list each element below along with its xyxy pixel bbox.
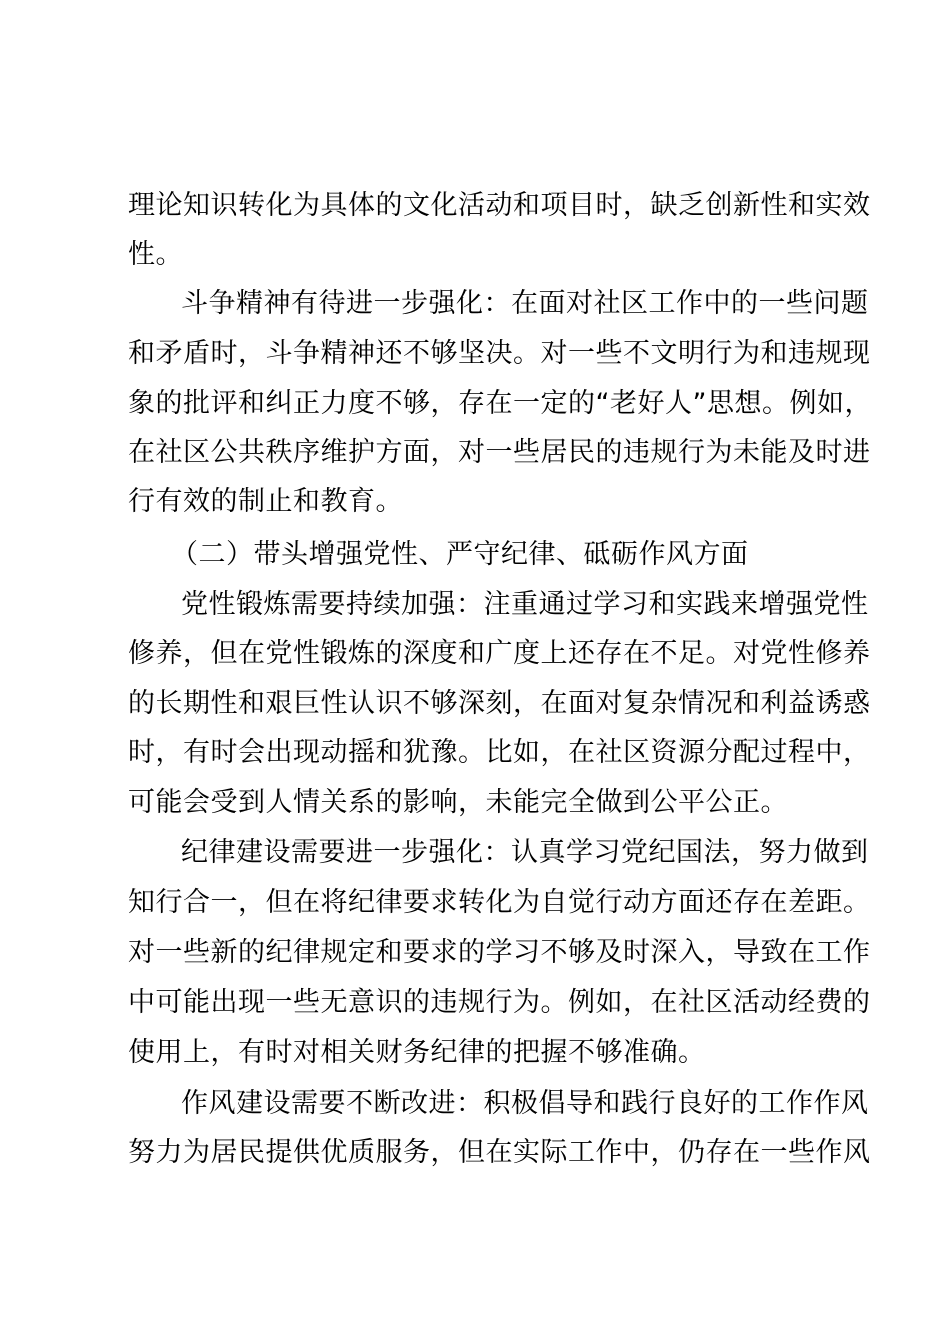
body-text-line: 知行合一，但在将纪律要求转化为自觉行动方面还存在差距。 (128, 887, 871, 918)
paragraph-lead-line: 斗争精神有待进一步强化：在面对社区工作中的一些问题 (181, 288, 869, 319)
body-text-line: 中可能出现一些无意识的违规行为。例如，在社区活动经费的 (128, 987, 871, 1018)
body-text-line: 使用上，有时对相关财务纪律的把握不够准确。 (128, 1037, 706, 1068)
body-text-line: 性。 (128, 239, 183, 270)
section-heading: （二）带头增强党性、严守纪律、砥砺作风方面 (171, 539, 749, 570)
body-text-line: 和矛盾时，斗争精神还不够坚决。对一些不文明行为和违规现 (128, 338, 871, 369)
body-text-line: 在社区公共秩序维护方面，对一些居民的违规行为未能及时进 (128, 437, 871, 468)
paragraph-lead-line: 纪律建设需要进一步强化：认真学习党纪国法，努力做到 (181, 837, 869, 868)
paragraph-lead-line: 党性锻炼需要持续加强：注重通过学习和实践来增强党性 (181, 589, 869, 620)
body-text-line: 的长期性和艰巨性认识不够深刻，在面对复杂情况和利益诱惑 (128, 688, 871, 719)
body-text-line: 象的批评和纠正力度不够，存在一定的“老好人”思想。例如， (128, 388, 872, 419)
body-text-line: 可能会受到人情关系的影响，未能完全做到公平公正。 (128, 787, 788, 818)
paragraph-lead-line: 作风建设需要不断改进：积极倡导和践行良好的工作作风 (181, 1088, 869, 1119)
body-text-line: 对一些新的纪律规定和要求的学习不够及时深入，导致在工作 (128, 937, 871, 968)
body-text-line: 行有效的制止和教育。 (128, 486, 403, 517)
body-text-line: 努力为居民提供优质服务，但在实际工作中，仍存在一些作风 (128, 1137, 871, 1168)
body-text-line: 修养，但在党性锻炼的深度和广度上还存在不足。对党性修养 (128, 638, 871, 669)
body-text-line: 理论知识转化为具体的文化活动和项目时，缺乏创新性和实效 (128, 190, 871, 221)
body-text-line: 时，有时会出现动摇和犹豫。比如，在社区资源分配过程中， (128, 737, 871, 768)
